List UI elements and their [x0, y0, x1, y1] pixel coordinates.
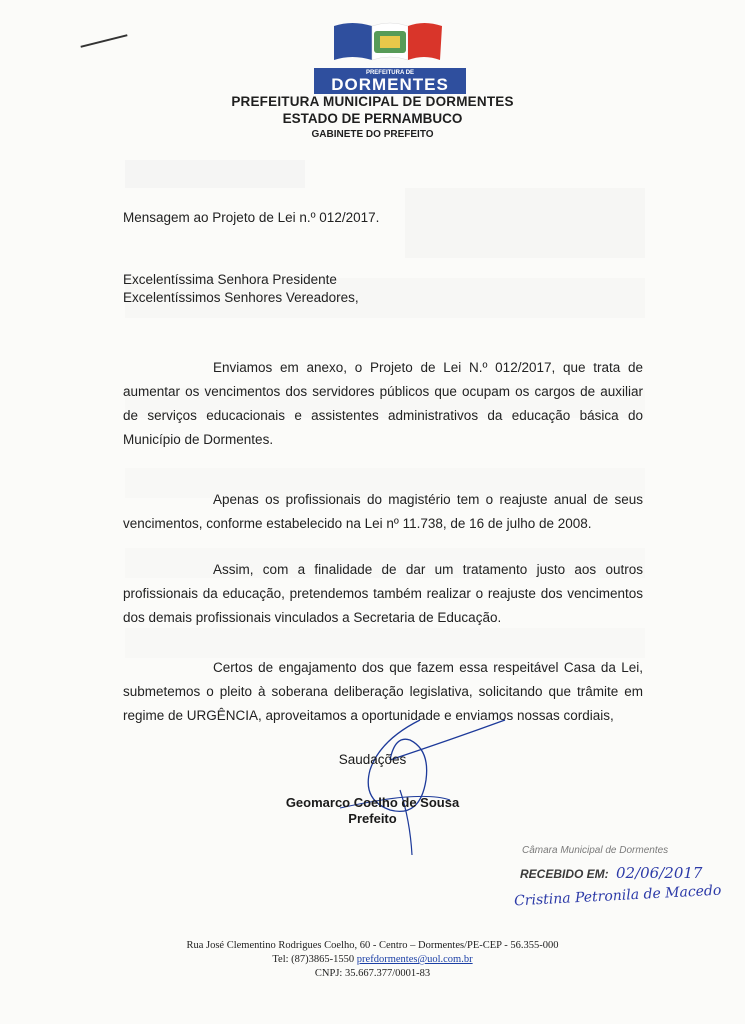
footer-phone: Tel: (87)3865-1550 — [272, 954, 355, 965]
stamp-received-date: 02/06/2017 — [616, 864, 703, 882]
handwritten-signature — [300, 700, 520, 860]
header-state: ESTADO DE PERNAMBUCO — [282, 111, 463, 126]
logo-small-text: PREFEITURA DE — [365, 70, 415, 76]
paragraph-attachment: Enviamos em anexo, o Projeto de Lei N.º 012/2017, que trata de aumentar os vencimentos dos servidores públicos que ocupam os cargos de auxiliar de serviços educacionais e assistentes administrativos da educação básica do Município de Dormentes. — [123, 360, 643, 447]
signer-role: Prefeito — [348, 811, 397, 826]
pen-mark — [80, 34, 127, 48]
paragraph-teachers: Apenas os profissionais do magistério tem o reajuste anual de seus vencimentos, conforme estabelecido na Lei nº 11.738, de 16 de julho de 2008. — [123, 492, 643, 531]
footer-cnpj: CNPJ: 35.667.377/0001-83 — [314, 968, 431, 979]
salutation-president: Excelentíssima Senhora Presidente — [123, 272, 337, 287]
footer-contact — [0, 954, 745, 965]
footer-email-link[interactable]: prefdormentes@uol.com.br — [356, 954, 473, 965]
paragraph-closing: Certos de engajamento dos que fazem essa respeitável Casa da Lei, submetemos o pleito à soberana deliberação legislativa, solicitando que trâmite em regime de URGÊNCIA, aproveitamos a oportunidade e enviamos nossas cordiais, — [123, 660, 643, 723]
letter-subject: Mensagem ao Projeto de Lei n.º 012/2017. — [123, 210, 380, 225]
header-municipality: PREFEITURA MUNICIPAL DE DORMENTES — [231, 94, 514, 109]
logo-name: DORMENTES — [331, 75, 449, 94]
salutation-councillors: Excelentíssimos Senhores Vereadores, — [123, 290, 359, 305]
stamp-chamber-name: Câmara Municipal de Dormentes — [522, 845, 669, 856]
header-office: GABINETE DO PREFEITO — [311, 129, 434, 140]
footer-address: Rua José Clementino Rodrigues Coelho, 60 - Centro – Dormentes/PE-CEP - 56.355-000 — [186, 940, 559, 951]
greeting: Saudações — [338, 752, 407, 767]
municipal-logo — [312, 18, 468, 96]
stamp-receiver-signature: Cristina Petronila de Macedo — [513, 882, 722, 910]
stamp-received-label: RECEBIDO EM: — [520, 867, 609, 881]
signer-name: Geomarco Coelho de Sousa — [285, 795, 460, 810]
paragraph-purpose: Assim, com a finalidade de dar um tratamento justo aos outros profissionais da educação, pretendemos também realizar o reajuste dos vencimentos dos demais profissionais vinculados a Secretaria de Educação. — [123, 562, 643, 625]
